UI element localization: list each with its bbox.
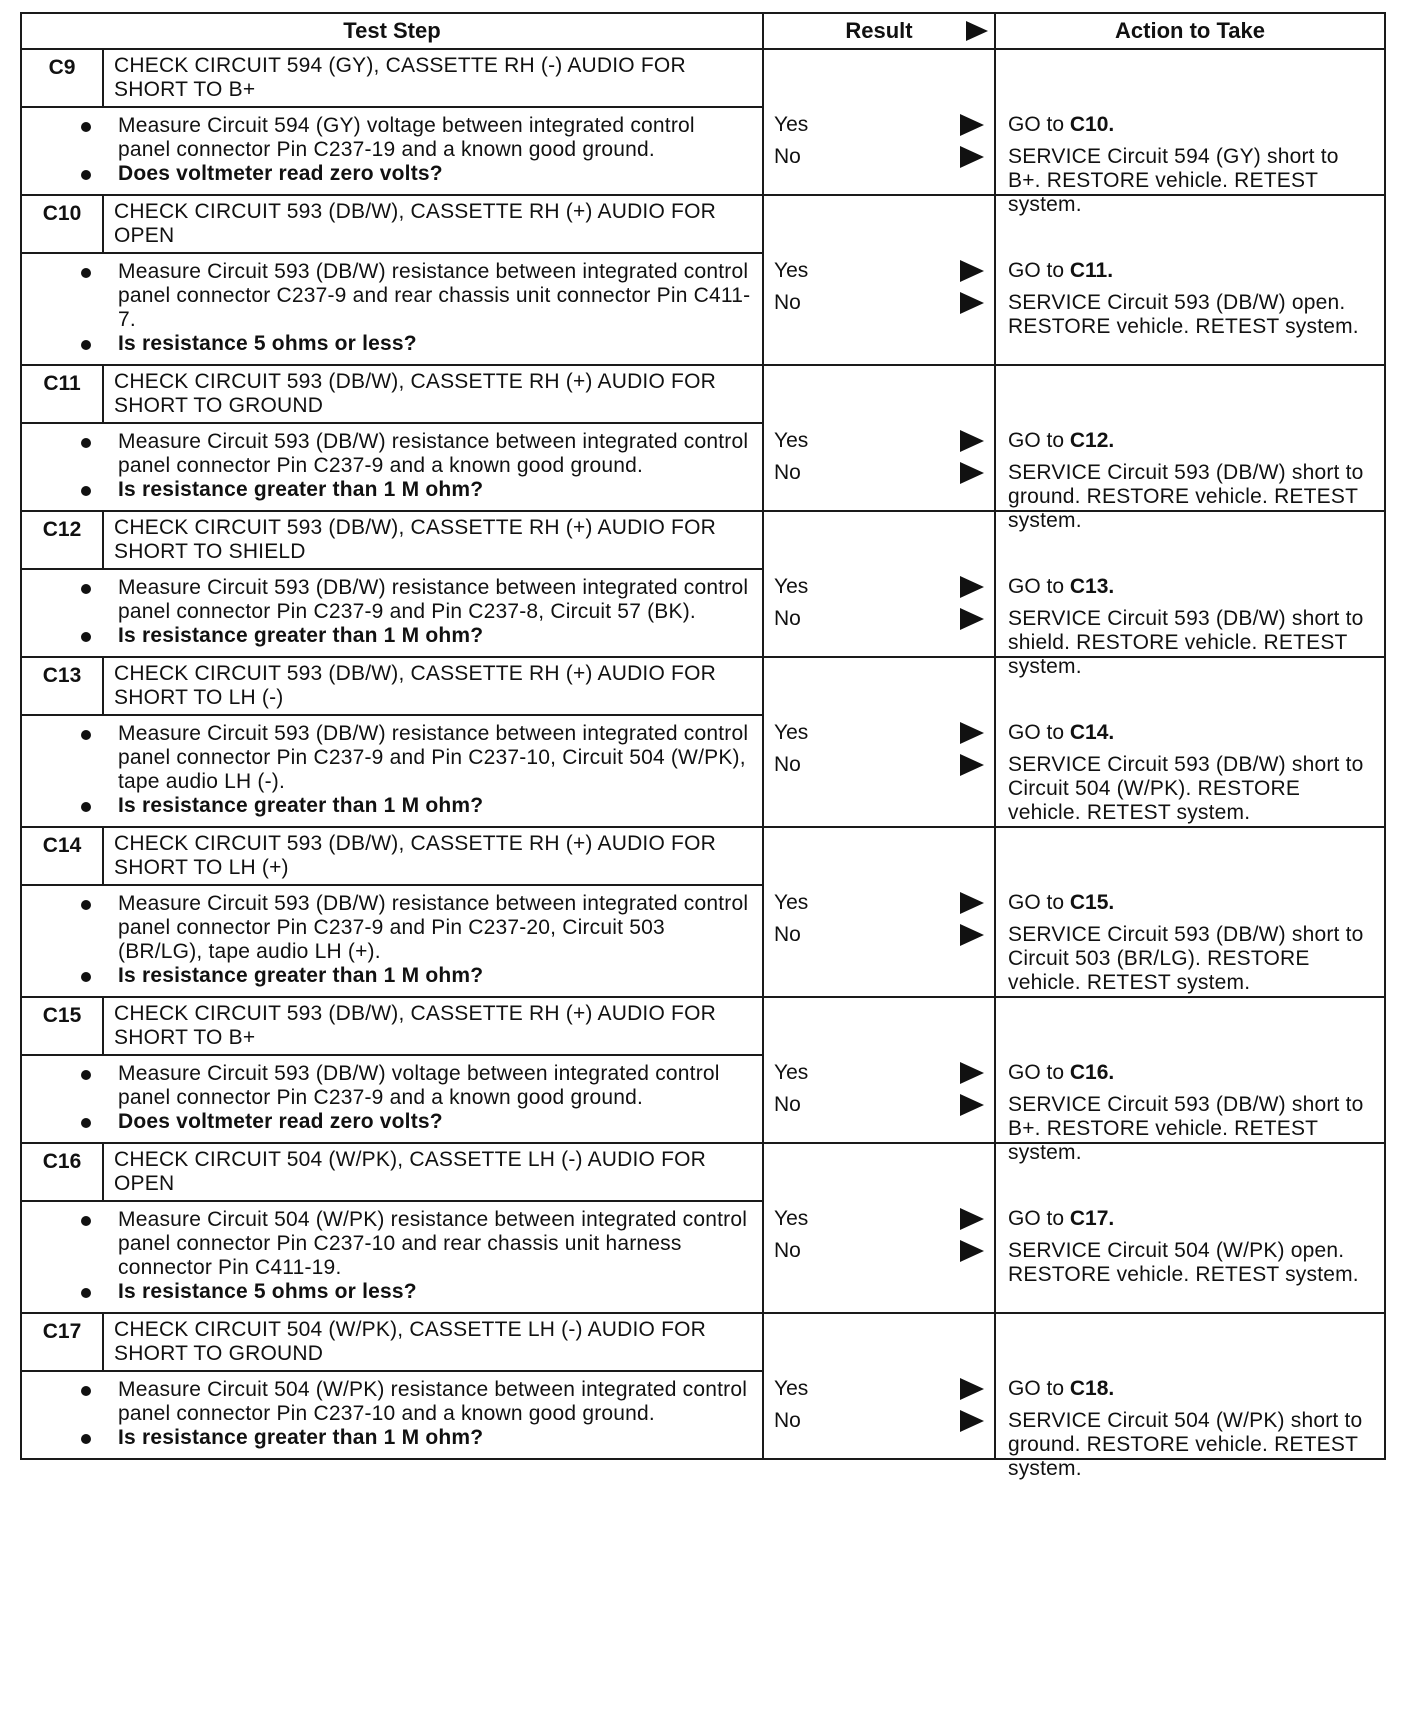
action-service: SERVICE Circuit 593 (DB/W) short to Circuit 503 (BR/LG). RESTORE vehicle. RETEST system. [1008, 923, 1364, 994]
step-instructions [22, 1202, 762, 1312]
arrow-right-icon [966, 21, 988, 41]
action-cell [995, 1313, 1385, 1480]
result-yes-label: Yes [774, 1207, 809, 1230]
step-question: Does voltmeter read zero volts? [118, 1110, 752, 1134]
result-no [774, 460, 988, 486]
action-go-to [1008, 1061, 1114, 1085]
result-no-label: No [774, 461, 801, 484]
result-no-label: No [774, 753, 801, 776]
step-title: CHECK CIRCUIT 593 (DB/W), CASSETTE RH (+) AUDIO FOR SHORT TO GROUND [114, 370, 716, 417]
arrow-right-icon [960, 1410, 984, 1432]
table-row [21, 1313, 1385, 1459]
test-step-cell [21, 49, 763, 195]
result-no-label: No [774, 1409, 801, 1432]
arrow-right-icon [960, 1062, 984, 1084]
action-go-to [1008, 1377, 1114, 1401]
step-title: CHECK CIRCUIT 593 (DB/W), CASSETTE RH (+) AUDIO FOR SHORT TO LH (+) [114, 832, 716, 879]
instruction-item: Measure Circuit 593 (DB/W) resistance between integrated control panel connector Pin C237-9 and Pin C237-10, Circuit 504 (W/PK), tape audio LH (-). [118, 722, 752, 794]
table-row [21, 195, 1385, 365]
result-cell [763, 511, 995, 657]
result-cell [763, 827, 995, 997]
step-id: C15 [22, 998, 104, 1054]
action-go-text: GO to [1008, 1061, 1065, 1084]
result-yes-label: Yes [774, 259, 809, 282]
step-header [22, 366, 762, 424]
test-step-cell [21, 195, 763, 365]
action-go-text: GO to [1008, 891, 1065, 914]
step-header [22, 658, 762, 716]
result-yes [774, 428, 988, 454]
result-yes [774, 1206, 988, 1232]
result-no [774, 1238, 988, 1264]
test-step-cell [21, 511, 763, 657]
arrow-right-icon [960, 892, 984, 914]
arrow-right-icon [960, 1240, 984, 1262]
arrow-right-icon [960, 924, 984, 946]
action-go-text: GO to [1008, 113, 1065, 136]
step-question: Is resistance 5 ohms or less? [118, 332, 752, 356]
step-question: Is resistance greater than 1 M ohm? [118, 478, 752, 502]
result-yes [774, 1376, 988, 1402]
step-id: C17 [22, 1314, 104, 1370]
action-service: SERVICE Circuit 593 (DB/W) short to B+. RESTORE vehicle. RETEST system. [1008, 1093, 1364, 1164]
step-id: C9 [22, 50, 104, 106]
action-service: SERVICE Circuit 593 (DB/W) short to ground. RESTORE vehicle. RETEST system. [1008, 461, 1364, 532]
action-go-step: C16. [1069, 1061, 1115, 1084]
step-title: CHECK CIRCUIT 593 (DB/W), CASSETTE RH (+) AUDIO FOR OPEN [114, 200, 716, 247]
step-title: CHECK CIRCUIT 594 (GY), CASSETTE RH (-) AUDIO FOR SHORT TO B+ [114, 54, 686, 101]
action-go-text: GO to [1008, 1377, 1065, 1400]
arrow-right-icon [960, 292, 984, 314]
step-id: C11 [22, 366, 104, 422]
action-go-to [1008, 259, 1113, 283]
action-service: SERVICE Circuit 504 (W/PK) open. RESTORE vehicle. RETEST system. [1008, 1239, 1359, 1286]
step-header [22, 1144, 762, 1202]
arrow-right-icon [960, 722, 984, 744]
step-id: C12 [22, 512, 104, 568]
step-question: Is resistance greater than 1 M ohm? [118, 1426, 752, 1450]
instruction-item: Measure Circuit 504 (W/PK) resistance between integrated control panel connector Pin C237-10 and rear chassis unit harness connector Pin C411-19. [118, 1208, 752, 1280]
table-row [21, 49, 1385, 195]
result-no [774, 290, 988, 316]
step-instructions [22, 1056, 762, 1142]
step-id: C16 [22, 1144, 104, 1200]
action-go-step: C11. [1069, 259, 1114, 282]
step-question: Is resistance greater than 1 M ohm? [118, 624, 752, 648]
result-no-label: No [774, 607, 801, 630]
action-go-text: GO to [1008, 259, 1065, 282]
arrow-right-icon [960, 260, 984, 282]
action-cell [995, 1143, 1385, 1313]
action-go-text: GO to [1008, 721, 1065, 744]
instruction-item: Measure Circuit 593 (DB/W) resistance between integrated control panel connector C237-9 and rear chassis unit connector Pin C411-7. [118, 260, 751, 331]
action-service: SERVICE Circuit 593 (DB/W) open. RESTORE vehicle. RETEST system. [1008, 291, 1359, 338]
arrow-right-icon [960, 576, 984, 598]
step-header [22, 998, 762, 1056]
action-go-step: C13. [1069, 575, 1115, 598]
action-go-text: GO to [1008, 1207, 1065, 1230]
action-go-to [1008, 113, 1114, 137]
header-result-label: Result [845, 18, 913, 43]
instruction-item: Measure Circuit 593 (DB/W) resistance between integrated control panel connector Pin C237-9 and Pin C237-8, Circuit 57 (BK). [118, 576, 752, 624]
result-no-label: No [774, 291, 801, 314]
action-service: SERVICE Circuit 594 (GY) short to B+. RESTORE vehicle. RETEST system. [1008, 145, 1339, 216]
step-title: CHECK CIRCUIT 593 (DB/W), CASSETTE RH (+) AUDIO FOR SHORT TO SHIELD [114, 516, 716, 563]
action-cell [995, 365, 1385, 532]
result-yes-label: Yes [774, 1061, 809, 1084]
instruction-item: Measure Circuit 593 (DB/W) voltage between integrated control panel connector Pin C237-9 and a known good ground. [118, 1062, 752, 1110]
result-cell [763, 1313, 995, 1459]
result-yes [774, 258, 988, 284]
step-question: Is resistance 5 ohms or less? [118, 1280, 752, 1304]
result-no-label: No [774, 1093, 801, 1116]
step-header [22, 1314, 762, 1372]
step-instructions [22, 254, 762, 364]
action-go-to [1008, 429, 1114, 453]
step-header [22, 828, 762, 886]
step-instructions [22, 570, 762, 656]
result-cell [763, 657, 995, 827]
test-step-cell [21, 1313, 763, 1459]
result-no-label: No [774, 1239, 801, 1262]
action-go-to [1008, 575, 1114, 599]
result-yes-label: Yes [774, 575, 809, 598]
result-yes-label: Yes [774, 1377, 809, 1400]
result-yes-label: Yes [774, 721, 809, 744]
arrow-right-icon [960, 1208, 984, 1230]
test-step-cell [21, 365, 763, 511]
table-row [21, 997, 1385, 1143]
arrow-right-icon [960, 608, 984, 630]
instruction-item: Measure Circuit 593 (DB/W) resistance between integrated control panel connector Pin C237-9 and a known good ground. [118, 430, 752, 478]
result-cell [763, 195, 995, 365]
header-result [763, 13, 995, 49]
arrow-right-icon [960, 430, 984, 452]
test-step-cell [21, 657, 763, 827]
step-title: CHECK CIRCUIT 504 (W/PK), CASSETTE LH (-) AUDIO FOR OPEN [114, 1148, 707, 1195]
step-id: C14 [22, 828, 104, 884]
action-go-step: C10. [1069, 113, 1115, 136]
step-header [22, 512, 762, 570]
action-service: SERVICE Circuit 593 (DB/W) short to shield. RESTORE vehicle. RETEST system. [1008, 607, 1364, 678]
result-cell [763, 997, 995, 1143]
table-row [21, 1143, 1385, 1313]
action-cell [995, 657, 1385, 827]
result-cell [763, 365, 995, 511]
table-row [21, 657, 1385, 827]
result-yes [774, 1060, 988, 1086]
header-test-step: Test Step [21, 13, 763, 49]
action-service: SERVICE Circuit 504 (W/PK) short to ground. RESTORE vehicle. RETEST system. [1008, 1409, 1363, 1480]
result-no [774, 922, 988, 948]
instruction-item: Measure Circuit 504 (W/PK) resistance between integrated control panel connector Pin C237-10 and a known good ground. [118, 1378, 752, 1426]
result-no [774, 1408, 988, 1434]
action-go-step: C14. [1069, 721, 1115, 744]
action-go-text: GO to [1008, 429, 1065, 452]
result-no [774, 752, 988, 778]
step-instructions [22, 716, 762, 826]
arrow-right-icon [960, 462, 984, 484]
result-yes [774, 720, 988, 746]
action-go-step: C17. [1069, 1207, 1115, 1230]
step-header [22, 196, 762, 254]
diagnostic-table [20, 12, 1386, 1480]
result-no [774, 144, 988, 170]
step-instructions [22, 886, 762, 996]
result-no-label: No [774, 145, 801, 168]
result-cell [763, 1143, 995, 1313]
result-yes-label: Yes [774, 891, 809, 914]
step-title: CHECK CIRCUIT 593 (DB/W), CASSETTE RH (+) AUDIO FOR SHORT TO B+ [114, 1002, 716, 1049]
action-go-step: C18. [1069, 1377, 1115, 1400]
test-step-cell [21, 1143, 763, 1313]
action-go-text: GO to [1008, 575, 1065, 598]
action-go-to [1008, 721, 1114, 745]
step-id: C13 [22, 658, 104, 714]
arrow-right-icon [960, 1378, 984, 1400]
result-yes [774, 890, 988, 916]
action-go-step: C12. [1069, 429, 1115, 452]
table-row [21, 827, 1385, 997]
action-go-step: C15. [1069, 891, 1115, 914]
test-step-cell [21, 827, 763, 997]
step-title: CHECK CIRCUIT 504 (W/PK), CASSETTE LH (-) AUDIO FOR SHORT TO GROUND [114, 1318, 707, 1365]
result-cell [763, 49, 995, 195]
action-cell [995, 511, 1385, 678]
result-no [774, 1092, 988, 1118]
action-cell [995, 997, 1385, 1164]
action-go-to [1008, 1207, 1114, 1231]
header-action: Action to Take [995, 13, 1385, 49]
arrow-right-icon [960, 754, 984, 776]
step-title: CHECK CIRCUIT 593 (DB/W), CASSETTE RH (+) AUDIO FOR SHORT TO LH (-) [114, 662, 716, 709]
action-go-to [1008, 891, 1114, 915]
action-service: SERVICE Circuit 593 (DB/W) short to Circuit 504 (W/PK). RESTORE vehicle. RETEST system. [1008, 753, 1364, 824]
arrow-right-icon [960, 146, 984, 168]
result-yes-label: Yes [774, 113, 809, 136]
step-id: C10 [22, 196, 104, 252]
action-cell [995, 195, 1385, 365]
action-cell [995, 827, 1385, 997]
result-yes [774, 112, 988, 138]
test-step-cell [21, 997, 763, 1143]
table-row [21, 365, 1385, 511]
step-header [22, 50, 762, 108]
step-instructions [22, 1372, 762, 1458]
step-question: Does voltmeter read zero volts? [118, 162, 752, 186]
action-cell [995, 49, 1385, 216]
table-row [21, 511, 1385, 657]
arrow-right-icon [960, 1094, 984, 1116]
step-question: Is resistance greater than 1 M ohm? [118, 794, 752, 818]
instruction-item: Measure Circuit 594 (GY) voltage between integrated control panel connector Pin C237-19 and a known good ground. [118, 114, 752, 162]
result-yes [774, 574, 988, 600]
arrow-right-icon [960, 114, 984, 136]
step-question: Is resistance greater than 1 M ohm? [118, 964, 752, 988]
step-instructions [22, 108, 762, 194]
step-instructions [22, 424, 762, 510]
table-header-row [21, 13, 1385, 49]
result-no-label: No [774, 923, 801, 946]
result-no [774, 606, 988, 632]
diagnostic-table-page [20, 12, 1386, 1480]
result-yes-label: Yes [774, 429, 809, 452]
instruction-item: Measure Circuit 593 (DB/W) resistance between integrated control panel connector Pin C237-9 and Pin C237-20, Circuit 503 (BR/LG), tape audio LH (+). [118, 892, 752, 964]
table-body [21, 49, 1385, 1480]
